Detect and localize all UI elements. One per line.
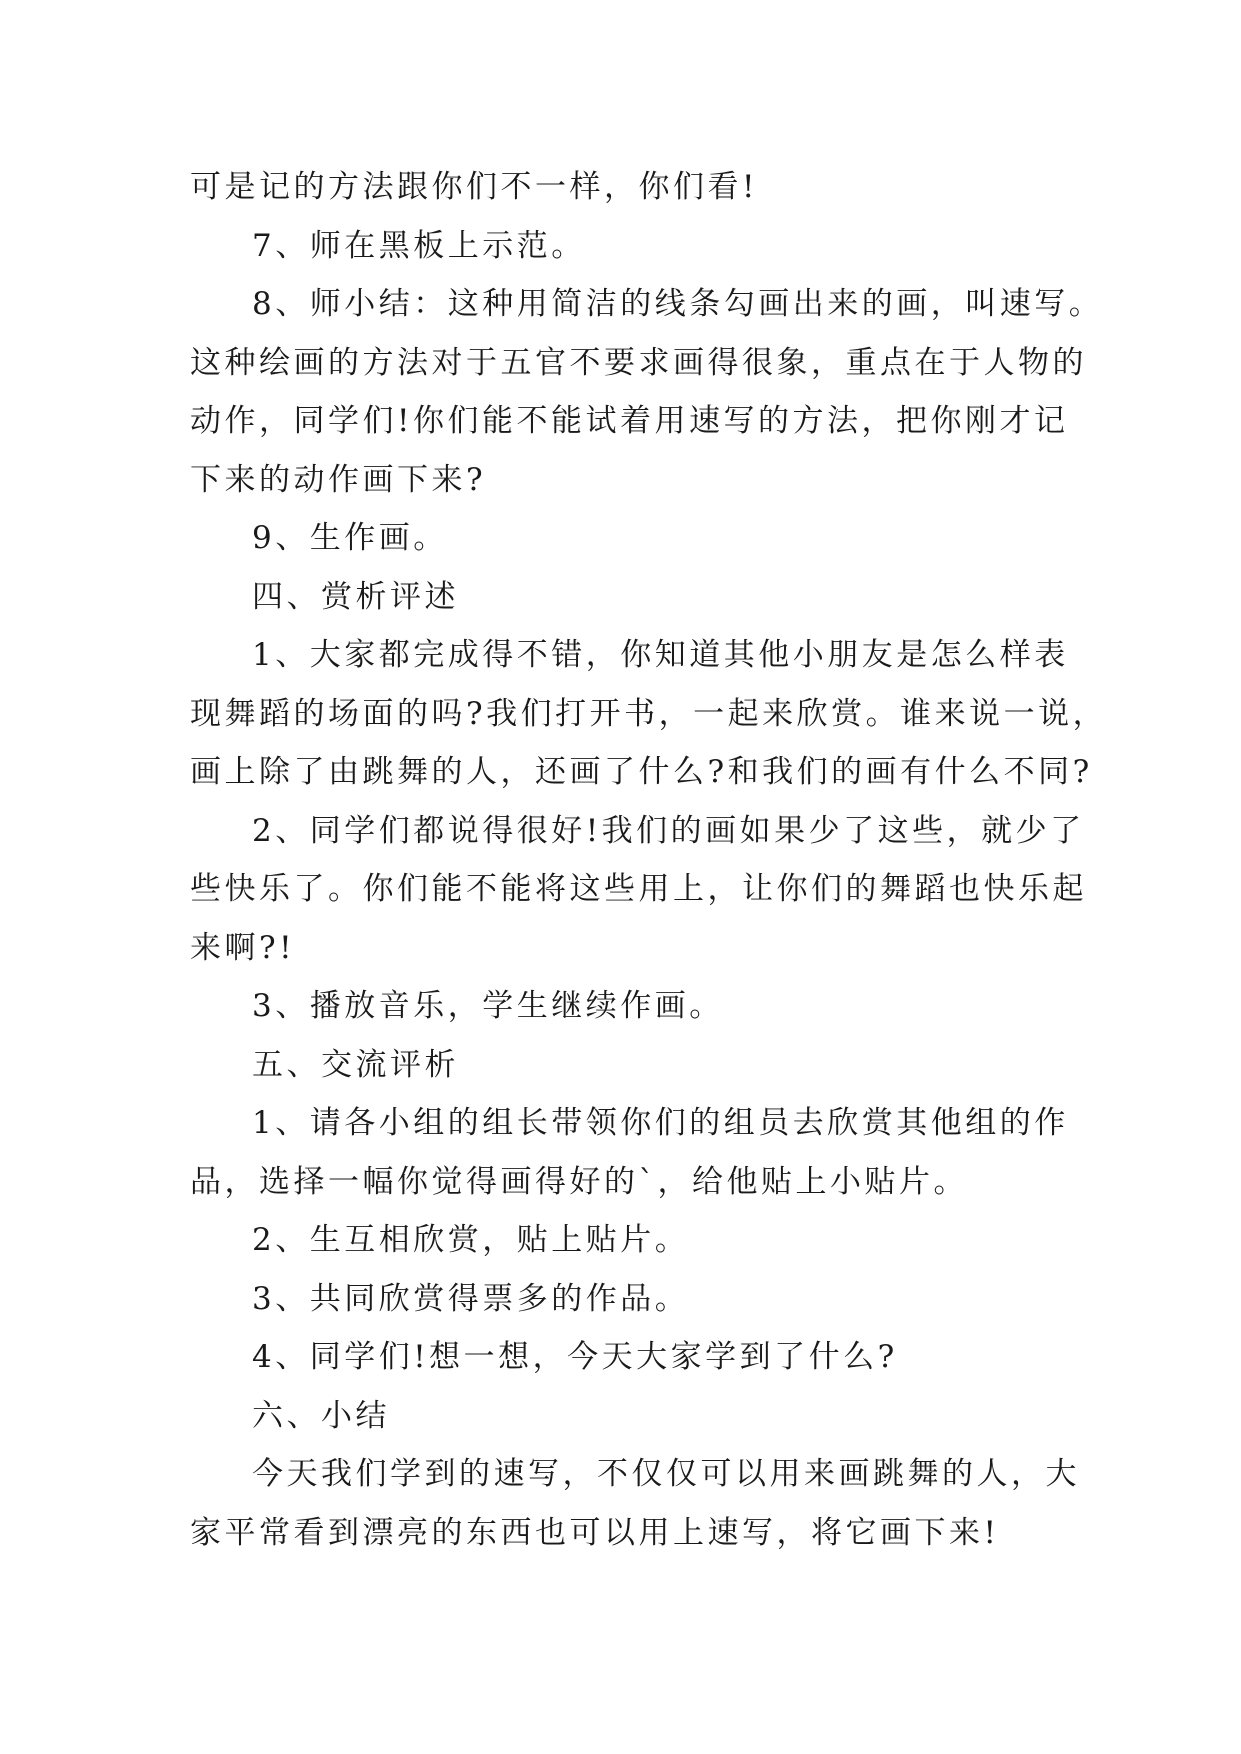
text-line: 些快乐了。你们能不能将这些用上，让你们的舞蹈也快乐起 (190, 871, 1087, 907)
text-line: 画上除了由跳舞的人，还画了什么?和我们的画有什么不同? (190, 754, 1093, 790)
text-line: 2、同学们都说得很好!我们的画如果少了这些，就少了 (252, 812, 1085, 849)
text-line: 可是记的方法跟你们不一样，你们看! (190, 169, 758, 205)
text-line: 3、共同欣赏得票多的作品。 (252, 1280, 690, 1317)
text-line: 今天我们学到的速写，不仅仅可以用来画跳舞的人，大 (252, 1456, 1080, 1492)
text-line: 9、生作画。 (252, 520, 448, 556)
text-line: 品，选择一幅你觉得画得好的`，给他贴上小贴片。 (190, 1163, 968, 1200)
text-line: 7、师在黑板上示范。 (252, 227, 586, 264)
text-line: 1、请各小组的组长带领你们的组员去欣赏其他组的作 (252, 1105, 1069, 1141)
text-line: 1、大家都完成得不错，你知道其他小朋友是怎么样表 (252, 637, 1069, 673)
text-line: 3、播放音乐，学生继续作画。 (252, 988, 724, 1024)
text-line: 8、师小结：这种用简洁的线条勾画出来的画，叫速写。 (252, 286, 1104, 322)
text-line: 动作，同学们!你们能不能试着用速写的方法，把你刚才记 (190, 403, 1069, 439)
text-line: 现舞蹈的场面的吗?我们打开书，一起来欣赏。谁来说一说， (190, 695, 1108, 732)
section-heading: 四、赏析评述 (252, 578, 459, 615)
text-line: 这种绘画的方法对于五官不要求画得很象，重点在于人物的 (190, 344, 1087, 381)
text-line: 家平常看到漂亮的东西也可以用上速写，将它画下来! (190, 1514, 1000, 1551)
document-body (190, 158, 1108, 1562)
text-line: 来啊?! (190, 929, 296, 966)
text-line: 2、生互相欣赏，贴上贴片。 (252, 1222, 690, 1258)
text-line: 下来的动作画下来? (190, 461, 487, 498)
text-line: 4、同学们!想一想，今天大家学到了什么? (252, 1339, 898, 1375)
section-heading: 五、交流评析 (252, 1046, 459, 1083)
section-heading: 六、小结 (252, 1397, 390, 1434)
